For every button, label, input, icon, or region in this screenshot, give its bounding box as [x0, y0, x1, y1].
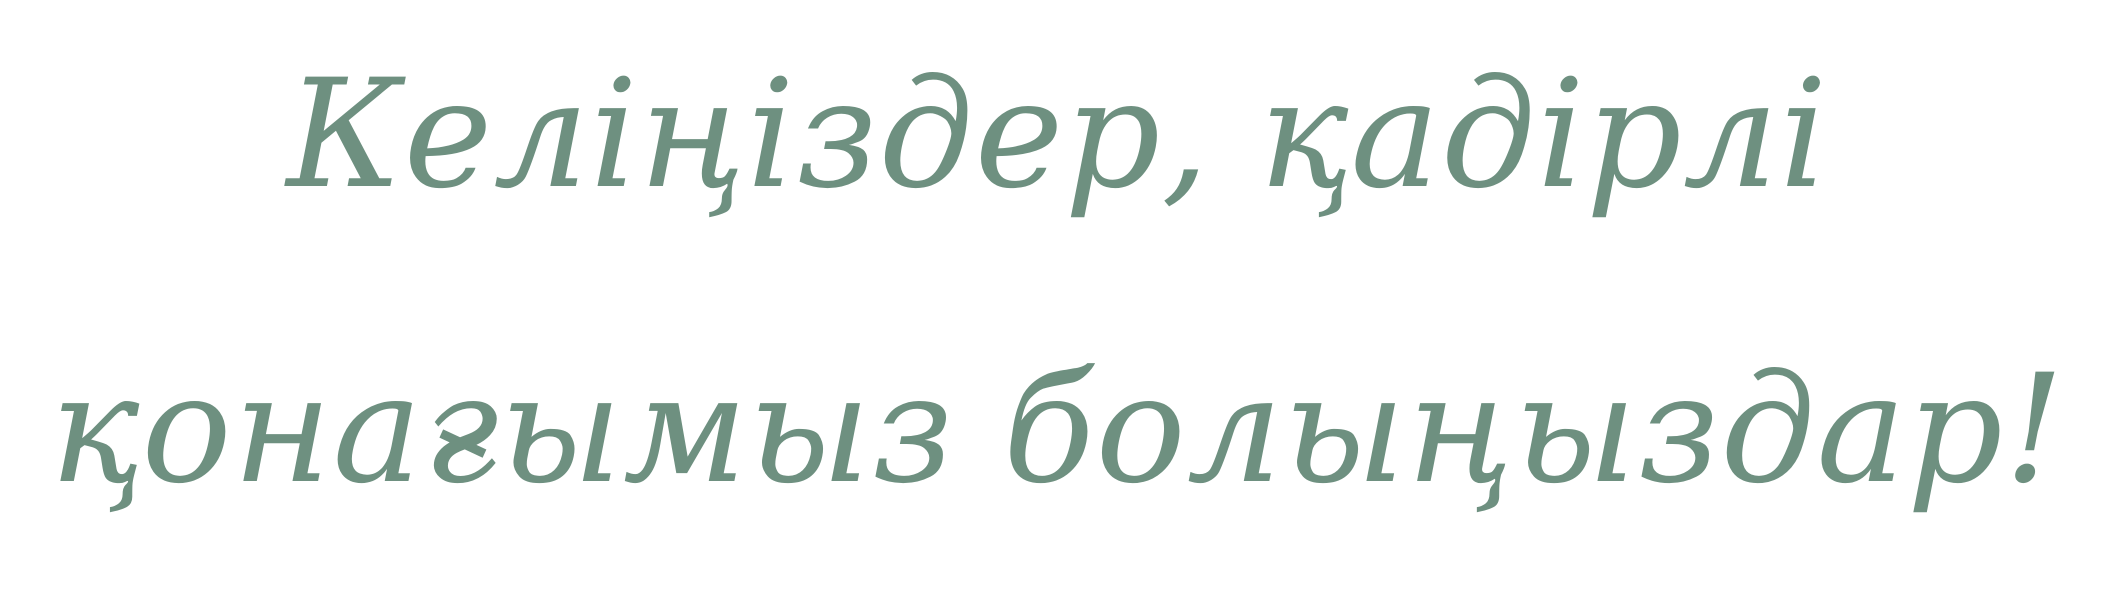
greeting-line-1: Келіңіздер, қадірлі — [286, 48, 1829, 222]
greeting-line-2: қонағымыз болыңыздар! — [49, 343, 2066, 517]
